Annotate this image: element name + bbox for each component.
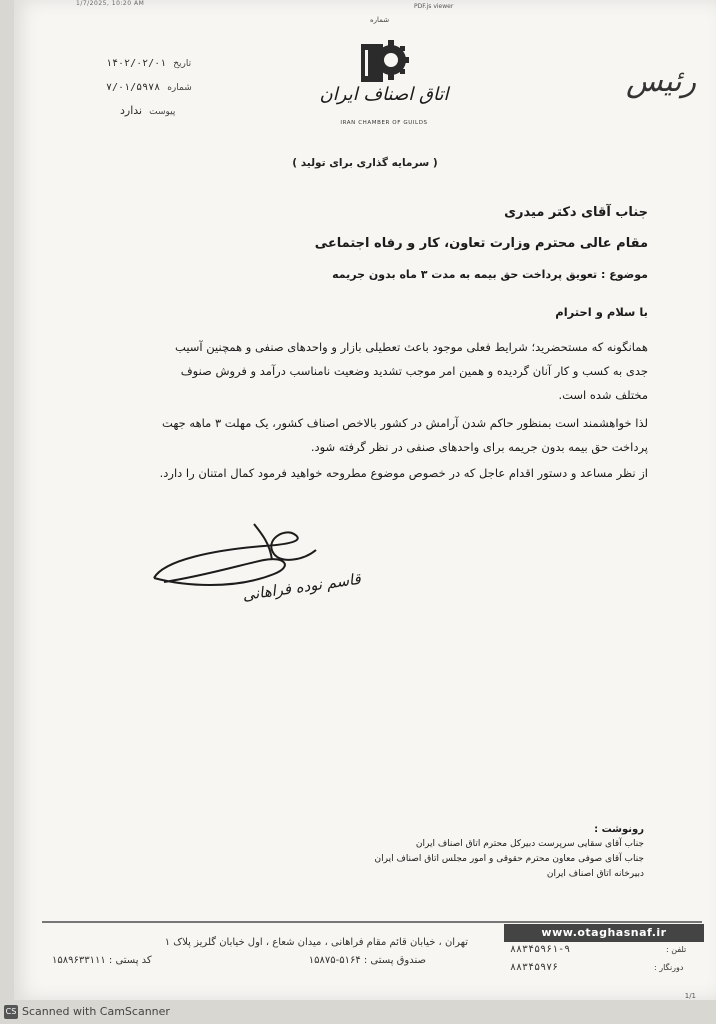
fax-value: ۸۸۳۴۵۹۷۶ xyxy=(510,962,559,973)
copies-title: رونوشت : xyxy=(594,824,644,835)
body-line: جدی به کسب و کار آنان گردیده و همین امر موجب تشدید وضعیت نامناسب درآمد و فروش صنوف xyxy=(180,364,648,378)
signer-name: قاسم نوده فراهانی xyxy=(241,569,362,605)
header-small-mark: شماره xyxy=(370,16,390,24)
body-line: همانگونه که مستحضرید؛ شرایط فعلی موجود باعث تعطیلی بازار و واحدهای صنفی و همچنین آسیب xyxy=(175,340,648,354)
greeting: با سلام و احترام xyxy=(555,305,648,319)
attachment-value: ندارد xyxy=(120,104,143,117)
body-line: لذا خواهشمند است بمنظور حاکم شدن آرامش در کشور بالاخص اصناف کشور، یک مهلت ۳ ماهه جهت xyxy=(162,416,648,430)
chamber-logo xyxy=(314,38,454,132)
pdf-viewer-label: PDF.js viewer xyxy=(414,3,454,10)
date-row xyxy=(106,56,191,69)
subject-line: موضوع : تعویق پرداخت حق بیمه به مدت ۳ ماه بدون جریمه xyxy=(332,268,648,281)
rais-handwritten-label: رئیس xyxy=(626,64,697,99)
footer-divider xyxy=(42,921,702,923)
page-number: 1/1 xyxy=(684,992,696,1000)
tel-label: تلفن : xyxy=(666,945,687,954)
number-label: شماره xyxy=(167,83,192,93)
scanner-watermark xyxy=(0,1000,716,1024)
po-box: صندوق پستی : ۵۱۶۴-۱۵۸۷۵ xyxy=(308,955,426,966)
address-line: تهران ، خیابان قائم مقام فراهانی ، میدان شعاع ، اول خیابان گلریز پلاک ۱ xyxy=(164,937,468,948)
attachment-row xyxy=(120,104,175,117)
logo-title: اتاق اصناف ایران xyxy=(319,84,449,105)
body-line: از نظر مساعد و دستور اقدام عاجل که در خصوص موضوع مطروحه خواهید فرمود کمال امتنان را دارد. xyxy=(159,466,648,480)
logo-subtitle: IRAN CHAMBER OF GUILDS xyxy=(340,120,428,126)
body-line: پرداخت حق بیمه بدون جریمه برای واحدهای صنفی در نظر گرفته شود. xyxy=(310,440,648,454)
scanner-text: Scanned with CamScanner xyxy=(22,1005,170,1018)
recipient-title: مقام عالی محترم وزارت تعاون، کار و رفاه اجتماعی xyxy=(314,236,648,251)
camscanner-logo-icon: CS xyxy=(4,1005,18,1019)
gear-logo-icon xyxy=(359,38,409,86)
number-row xyxy=(106,80,192,93)
date-label: تاریخ xyxy=(173,59,192,69)
number-value: ۷/۰۱/۵۹۷۸ xyxy=(106,82,161,93)
copy-recipient: جناب آقای صوفی معاون محترم حقوقی و امور مجلس اتاق اصناف ایران xyxy=(374,854,644,864)
copy-recipient: دبیرخانه اتاق اصناف ایران xyxy=(546,869,644,879)
postal-code: کد پستی : ۱۵۸۹۶۳۳۱۱۱ xyxy=(52,955,152,966)
tel-value: ۸۸۳۴۵۹۶۱-۹ xyxy=(510,944,571,955)
copy-recipient: جناب آقای سقایی سرپرست دبیرکل محترم اتاق اصناف ایران xyxy=(415,839,644,849)
body-line: مختلف شده است. xyxy=(558,388,648,402)
website-link[interactable]: www.otaghasnaf.ir xyxy=(504,924,704,942)
fax-label: دورنگار : xyxy=(654,963,684,972)
slogan: ( سرمایه گذاری برای تولید ) xyxy=(292,157,438,169)
letter-page xyxy=(14,0,716,1000)
recipient-name: جناب آقای دکتر میدری xyxy=(504,205,648,220)
attachment-label: پیوست xyxy=(149,107,176,117)
print-timestamp: 1/7/2025, 10:20 AM xyxy=(76,0,145,7)
copies-block xyxy=(375,824,644,884)
date-value: ۱۴۰۲/۰۲/۰۱ xyxy=(106,58,167,69)
